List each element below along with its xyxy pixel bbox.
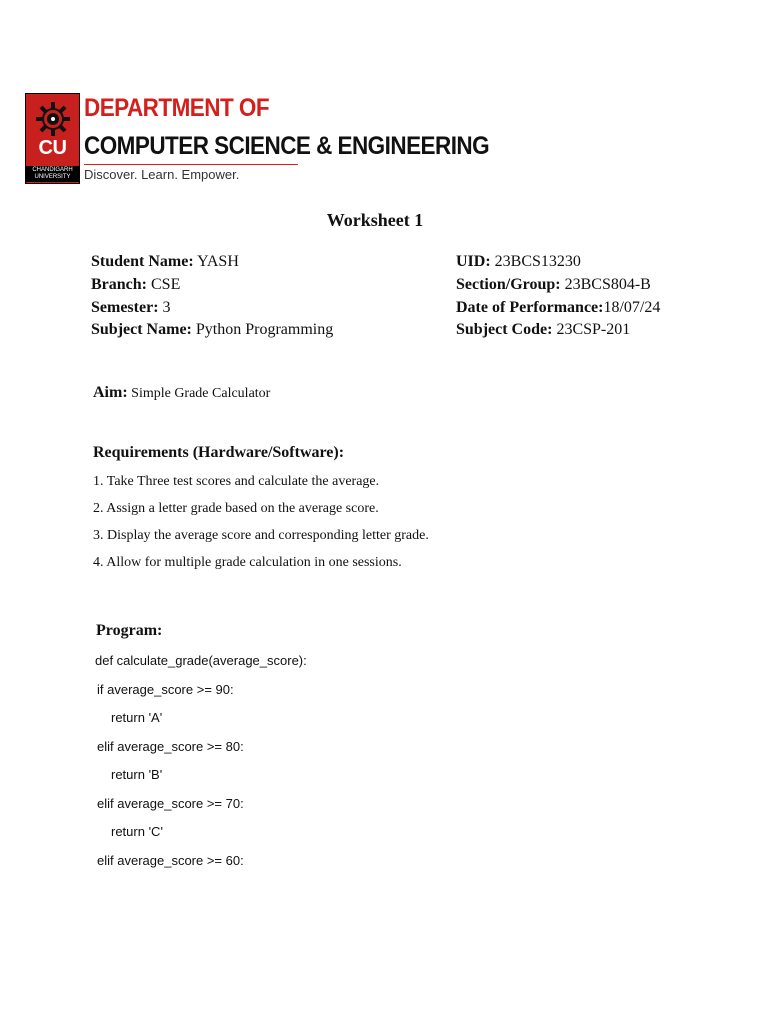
code-line: return 'B' <box>111 767 163 782</box>
student-name-row <box>91 251 239 273</box>
student-name-label: Student Name: <box>91 253 194 270</box>
uid-row <box>456 251 581 273</box>
section-value: 23BCS804-B <box>564 276 651 293</box>
logo-university-name: CHANDIGARH UNIVERSITY <box>26 166 79 182</box>
department-heading-line1: DEPARTMENT OF <box>84 94 270 122</box>
date-label: Date of Performance: <box>456 299 604 316</box>
semester-row <box>91 297 171 319</box>
date-row <box>456 297 660 319</box>
department-heading-line2: COMPUTER SCIENCE & ENGINEERING <box>84 132 490 160</box>
logo-cu-text: CU <box>38 137 67 159</box>
university-tagline: Discover. Learn. Empower. <box>84 167 240 182</box>
aim-text: Simple Grade Calculator <box>131 386 271 401</box>
student-name-value: YASH <box>197 253 239 270</box>
requirement-item: 3. Display the average score and corresponding letter grade. <box>93 528 429 543</box>
code-line: return 'A' <box>111 710 163 725</box>
subject-name-value: Python Programming <box>195 321 334 338</box>
university-logo <box>25 93 80 184</box>
requirements-title: Requirements (Hardware/Software): <box>93 444 345 461</box>
aim-section <box>93 382 270 405</box>
subject-code-value: 23CSP-201 <box>556 321 631 338</box>
requirement-item: 1. Take Three test scores and calculate the average. <box>93 474 380 489</box>
requirement-item: 2. Assign a letter grade based on the average score. <box>93 501 379 516</box>
subject-code-label: Subject Code: <box>456 321 553 338</box>
subject-name-row <box>91 319 333 341</box>
section-row <box>456 274 651 296</box>
code-line: if average_score >= 90: <box>97 682 234 697</box>
branch-value: CSE <box>151 276 181 293</box>
gear-emblem-icon <box>34 100 72 138</box>
section-label: Section/Group: <box>456 276 561 293</box>
subject-code-row <box>456 319 630 341</box>
aim-label: Aim: <box>93 384 128 401</box>
worksheet-title: Worksheet 1 <box>326 210 424 230</box>
uid-value: 23BCS13230 <box>494 253 581 270</box>
code-line: def calculate_grade(average_score): <box>95 653 307 668</box>
branch-row <box>91 274 180 296</box>
code-line: elif average_score >= 60: <box>97 853 244 868</box>
uid-label: UID: <box>456 253 491 270</box>
code-line: elif average_score >= 70: <box>97 796 244 811</box>
date-value: 18/07/24 <box>603 299 661 316</box>
code-line: return 'C' <box>111 824 163 839</box>
semester-label: Semester: <box>91 299 159 316</box>
program-title: Program: <box>96 622 163 639</box>
header-divider <box>84 164 298 165</box>
subject-name-label: Subject Name: <box>91 321 192 338</box>
semester-value: 3 <box>162 299 171 316</box>
code-line: elif average_score >= 80: <box>97 739 244 754</box>
requirement-item: 4. Allow for multiple grade calculation in one sessions. <box>93 555 402 570</box>
branch-label: Branch: <box>91 276 147 293</box>
